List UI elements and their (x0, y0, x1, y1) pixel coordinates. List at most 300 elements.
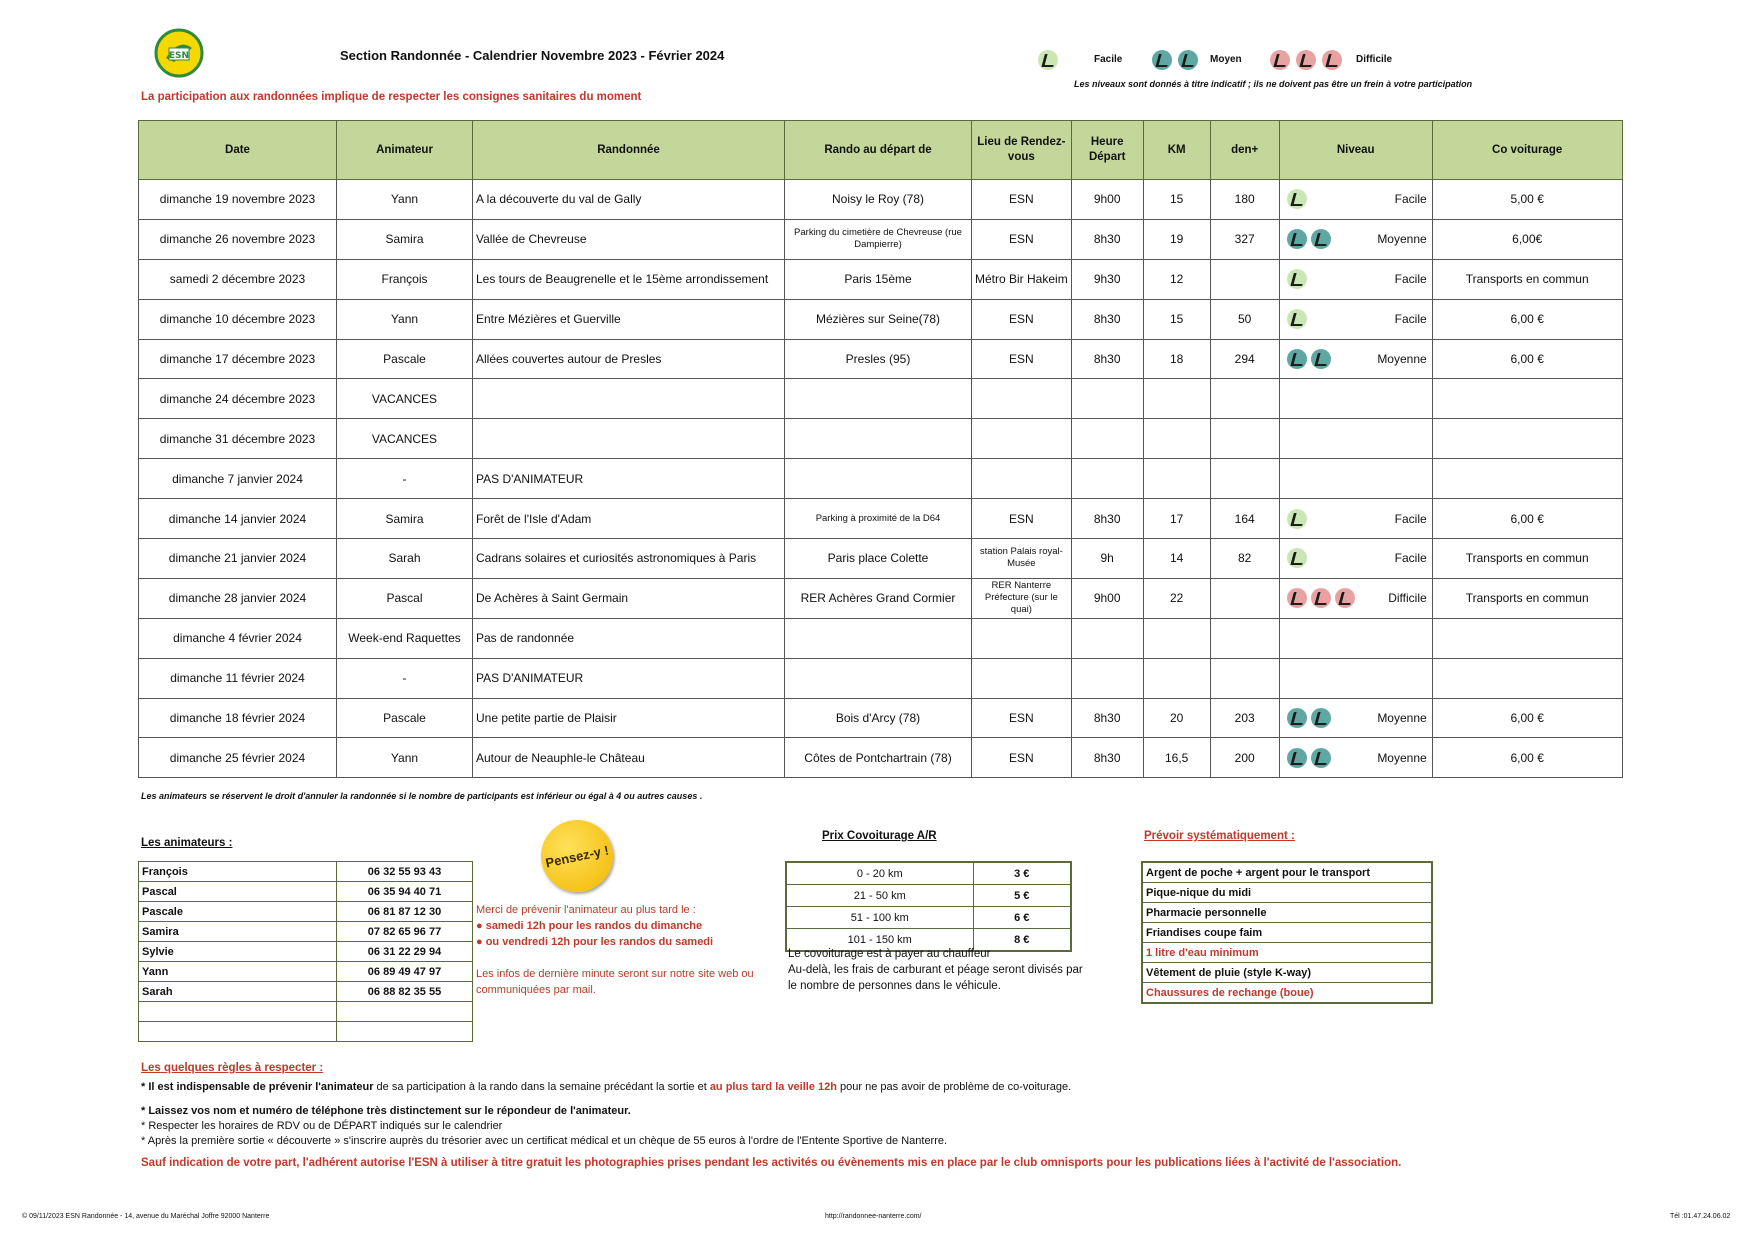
column-header: Date (139, 121, 337, 180)
price: 8 € (973, 929, 1071, 952)
cell-depart: RER Achères Grand Cormier (785, 578, 972, 618)
animateur-phone: 06 89 49 47 97 (337, 962, 473, 982)
cell-animateur: - (337, 459, 473, 499)
hiker-medium-icon (1287, 708, 1307, 728)
rules-title: Les quelques règles à respecter : (141, 1062, 324, 1074)
column-header: Randonnée (473, 121, 785, 180)
covoiturage-table (785, 861, 1072, 952)
footer-address: © 09/11/2023 ESN Randonnée - 14, avenue du Maréchal Joffre 92000 Nanterre (22, 1213, 270, 1220)
cell-lieu: ESN (972, 339, 1072, 379)
cell-date: dimanche 31 décembre 2023 (139, 419, 337, 459)
cell-date: dimanche 14 janvier 2024 (139, 499, 337, 539)
table-row (139, 419, 1623, 459)
cell-heure: 8h30 (1071, 339, 1143, 379)
cell-km: 15 (1143, 299, 1210, 339)
cell-niveau (1279, 499, 1432, 539)
prevoir-item: Argent de poche + argent pour le transport (1142, 862, 1432, 883)
cell-niveau (1279, 339, 1432, 379)
cell-lieu: RER Nanterre Préfecture (sur le quai) (972, 578, 1072, 618)
legend-difficile-label: Difficile (1356, 54, 1393, 65)
animateur-name: François (139, 862, 337, 882)
cell-randonnee: Autour de Neauphle-le Château (473, 738, 785, 778)
hiker-hard-icon (1296, 50, 1316, 70)
cell-km: 17 (1143, 499, 1210, 539)
hiker-medium-icon (1311, 708, 1331, 728)
cell-randonnee: Une petite partie de Plaisir (473, 698, 785, 738)
cell-covoiturage (1432, 459, 1622, 499)
animateur-phone: 06 88 82 35 55 (337, 982, 473, 1002)
prevoir-row (1142, 943, 1432, 963)
legend-note: Les niveaux sont donnés à titre indicatif ; ils ne doivent pas être un frein à votre participation (1074, 79, 1473, 89)
cell-heure (1071, 379, 1143, 419)
cell-depart (785, 459, 972, 499)
cell-km: 20 (1143, 698, 1210, 738)
covoiturage-text1: Le covoiturage est à payer au chauffeur (788, 948, 991, 960)
table-row (139, 539, 1623, 579)
cell-den (1210, 459, 1279, 499)
cell-date: samedi 2 décembre 2023 (139, 259, 337, 299)
hiker-easy-icon (1038, 50, 1058, 70)
cell-km (1143, 379, 1210, 419)
cell-lieu (972, 459, 1072, 499)
distance-range: 101 - 150 km (786, 929, 973, 952)
cell-den (1210, 658, 1279, 698)
table-row (139, 658, 1623, 698)
cell-randonnee: Allées couvertes autour de Presles (473, 339, 785, 379)
animateur-row (139, 862, 473, 882)
cell-randonnee (473, 419, 785, 459)
legend-difficile-icons (1270, 50, 1342, 70)
hiker-medium-icon (1287, 349, 1307, 369)
animateur-phone (337, 1022, 473, 1042)
cell-randonnee: De Achères à Saint Germain (473, 578, 785, 618)
cell-heure (1071, 658, 1143, 698)
column-header: den+ (1210, 121, 1279, 180)
prevoir-row (1142, 963, 1432, 983)
cell-date: dimanche 24 décembre 2023 (139, 379, 337, 419)
cell-den (1210, 578, 1279, 618)
cell-covoiturage (1432, 379, 1622, 419)
table-row (139, 499, 1623, 539)
table-row (139, 259, 1623, 299)
hiker-medium-icon (1178, 50, 1198, 70)
rule-1 (141, 1080, 1071, 1095)
cell-lieu: ESN (972, 180, 1072, 220)
cell-animateur: - (337, 658, 473, 698)
cell-animateur: VACANCES (337, 379, 473, 419)
cell-den: 200 (1210, 738, 1279, 778)
animateur-name: Pascal (139, 882, 337, 902)
cell-randonnee: Vallée de Chevreuse (473, 219, 785, 259)
prevoir-item: Friandises coupe faim (1142, 923, 1432, 943)
legend-moyen-icons (1152, 50, 1198, 70)
hiker-hard-icon (1287, 588, 1307, 608)
cell-lieu: ESN (972, 219, 1072, 259)
table-row (139, 379, 1623, 419)
pensez-y-text (476, 902, 786, 998)
cell-date: dimanche 18 février 2024 (139, 698, 337, 738)
hiker-easy-icon (1287, 189, 1307, 209)
animateur-name: Sylvie (139, 942, 337, 962)
calendar-body (139, 180, 1623, 778)
niveau-label: Facile (1394, 272, 1427, 287)
cell-covoiturage: Transports en commun (1432, 578, 1622, 618)
cell-km: 15 (1143, 180, 1210, 220)
cell-km: 18 (1143, 339, 1210, 379)
table-row (139, 339, 1623, 379)
distance-range: 51 - 100 km (786, 907, 973, 929)
animateur-phone: 07 82 65 96 77 (337, 922, 473, 942)
cell-heure: 9h (1071, 539, 1143, 579)
prevoir-row (1142, 983, 1432, 1004)
cell-randonnee (473, 379, 785, 419)
animateur-row (139, 982, 473, 1002)
cell-den: 180 (1210, 180, 1279, 220)
cell-covoiturage: 6,00 € (1432, 299, 1622, 339)
column-header: Co voiturage (1432, 121, 1622, 180)
animateur-phone: 06 32 55 93 43 (337, 862, 473, 882)
table-row (139, 299, 1623, 339)
cell-niveau (1279, 219, 1432, 259)
niveau-label: Facile (1394, 511, 1427, 526)
cell-depart: Parking du cimetière de Chevreuse (rue Dampierre) (785, 219, 972, 259)
prevoir-item: Chaussures de rechange (boue) (1142, 983, 1432, 1004)
cell-lieu (972, 379, 1072, 419)
niveau-label: Moyenne (1377, 711, 1427, 726)
footer-website-link[interactable]: http://randonnee-nanterre.com/ (825, 1213, 922, 1220)
animateur-row (139, 1022, 473, 1042)
cell-covoiturage: Transports en commun (1432, 259, 1622, 299)
animateur-name: Sarah (139, 982, 337, 1002)
footer-phone: Tél :01.47.24.06.02 (1670, 1213, 1731, 1220)
cancel-note: Les animateurs se réservent le droit d'annuler la randonnée si le nombre de participants est inférieur ou égal à 4 ou autres causes . (141, 791, 703, 801)
animateur-phone: 06 31 22 29 94 (337, 942, 473, 962)
cell-lieu: ESN (972, 499, 1072, 539)
niveau-label: Facile (1394, 192, 1427, 207)
cell-heure (1071, 419, 1143, 459)
cell-covoiturage: 6,00€ (1432, 219, 1622, 259)
photo-note: Sauf indication de votre part, l'adhérent autorise l'ESN à utiliser à titre gratuit les photographies prises pendant les activités ou évènements mis en place par le club omnisports pour les publications liées à l'activité de l'association. (141, 1157, 1402, 1169)
animateurs-title: Les animateurs : (141, 837, 233, 849)
prevoir-title: Prévoir systématiquement : (1144, 830, 1295, 842)
cell-lieu: Métro Bir Hakeim (972, 259, 1072, 299)
column-header: Heure Départ (1071, 121, 1143, 180)
cell-randonnee: Pas de randonnée (473, 618, 785, 658)
pensez-y-badge: Pensez-y ! (534, 813, 619, 898)
cell-randonnee: PAS D'ANIMATEUR (473, 459, 785, 499)
cell-niveau (1279, 180, 1432, 220)
cell-randonnee: Les tours de Beaugrenelle et le 15ème arrondissement (473, 259, 785, 299)
cell-covoiturage: 6,00 € (1432, 738, 1622, 778)
cell-lieu (972, 658, 1072, 698)
document-title: Section Randonnée - Calendrier Novembre 2023 - Février 2024 (340, 48, 725, 63)
niveau-label: Facile (1394, 312, 1427, 327)
prevoir-row (1142, 883, 1432, 903)
column-header: Animateur (337, 121, 473, 180)
hiker-medium-icon (1311, 748, 1331, 768)
cell-date: dimanche 19 novembre 2023 (139, 180, 337, 220)
rule-1-d: pour ne pas avoir de problème de co-voiturage. (836, 1081, 1072, 1093)
covoiturage-row (786, 862, 1071, 885)
cell-date: dimanche 4 février 2024 (139, 618, 337, 658)
cell-date: dimanche 11 février 2024 (139, 658, 337, 698)
column-header: Rando au départ de (785, 121, 972, 180)
hiker-medium-icon (1287, 229, 1307, 249)
prevoir-item: Pharmacie personnelle (1142, 903, 1432, 923)
cell-randonnee: Cadrans solaires et curiosités astronomiques à Paris (473, 539, 785, 579)
cell-den (1210, 379, 1279, 419)
cell-covoiturage: 5,00 € (1432, 180, 1622, 220)
cell-depart: Parking à proximité de la D64 (785, 499, 972, 539)
cell-km (1143, 459, 1210, 499)
cell-km: 16,5 (1143, 738, 1210, 778)
cell-depart: Paris 15ème (785, 259, 972, 299)
cell-niveau (1279, 459, 1432, 499)
price: 3 € (973, 862, 1071, 885)
cell-lieu: ESN (972, 698, 1072, 738)
cell-depart: Bois d'Arcy (78) (785, 698, 972, 738)
pensez-line2: ● samedi 12h pour les randos du dimanche (476, 920, 703, 932)
rule-1-b: de sa participation à la rando dans la semaine précédant la sortie et (373, 1081, 710, 1093)
cell-den: 327 (1210, 219, 1279, 259)
cell-animateur: Yann (337, 738, 473, 778)
cell-niveau (1279, 698, 1432, 738)
prevoir-item: Vêtement de pluie (style K-way) (1142, 963, 1432, 983)
hiker-easy-icon (1287, 509, 1307, 529)
cell-niveau (1279, 539, 1432, 579)
cell-niveau (1279, 379, 1432, 419)
prevoir-row (1142, 923, 1432, 943)
cell-covoiturage: 6,00 € (1432, 698, 1622, 738)
niveau-label: Moyenne (1377, 750, 1427, 765)
cell-heure: 9h30 (1071, 259, 1143, 299)
cell-animateur: Yann (337, 180, 473, 220)
cell-covoiturage: 6,00 € (1432, 499, 1622, 539)
animateur-row (139, 882, 473, 902)
hiker-easy-icon (1287, 269, 1307, 289)
cell-animateur: Yann (337, 299, 473, 339)
rule-1-c: au plus tard la veille 12h (709, 1081, 837, 1093)
cell-den: 294 (1210, 339, 1279, 379)
table-row (139, 578, 1623, 618)
column-header: Lieu de Rendez-vous (972, 121, 1072, 180)
column-header: Niveau (1279, 121, 1432, 180)
cell-depart (785, 379, 972, 419)
cell-randonnee: Entre Mézières et Guerville (473, 299, 785, 339)
cell-heure: 8h30 (1071, 219, 1143, 259)
prevoir-row (1142, 903, 1432, 923)
calendar-table (138, 120, 1623, 778)
animateur-phone: 06 35 94 40 71 (337, 882, 473, 902)
table-row (139, 219, 1623, 259)
rule-4: * Après la première sortie « découverte » s'inscrire auprès du trésorier avec un certificat médical et un chèque de 55 euros à l'ordre de l'Entente Sportive de Nanterre. (141, 1135, 948, 1147)
cell-depart: Côtes de Pontchartrain (78) (785, 738, 972, 778)
hiker-easy-icon (1287, 309, 1307, 329)
legend-moyen-label: Moyen (1210, 54, 1242, 65)
prevoir-row (1142, 862, 1432, 883)
cell-den: 164 (1210, 499, 1279, 539)
animateur-phone (337, 1002, 473, 1022)
cell-heure: 9h00 (1071, 578, 1143, 618)
cell-niveau (1279, 578, 1432, 618)
cell-km (1143, 618, 1210, 658)
animateur-name (139, 1022, 337, 1042)
cell-animateur: Pascal (337, 578, 473, 618)
cell-animateur: Sarah (337, 539, 473, 579)
animateur-row (139, 922, 473, 942)
cell-animateur: Pascale (337, 339, 473, 379)
animateur-name (139, 1002, 337, 1022)
cell-date: dimanche 10 décembre 2023 (139, 299, 337, 339)
hiker-hard-icon (1335, 588, 1355, 608)
cell-niveau (1279, 259, 1432, 299)
niveau-label: Moyenne (1377, 352, 1427, 366)
cell-den: 203 (1210, 698, 1279, 738)
pensez-line1: Merci de prévenir l'animateur au plus tard le : (476, 904, 696, 916)
animateur-name: Samira (139, 922, 337, 942)
covoiturage-title: Prix Covoiturage A/R (822, 830, 937, 842)
cell-heure: 8h30 (1071, 738, 1143, 778)
cell-lieu: ESN (972, 299, 1072, 339)
cell-animateur: Pascale (337, 698, 473, 738)
cell-covoiturage: Transports en commun (1432, 539, 1622, 579)
table-row (139, 618, 1623, 658)
price: 6 € (973, 907, 1071, 929)
covoiturage-text (788, 946, 1088, 994)
hiker-medium-icon (1311, 229, 1331, 249)
svg-text:ESN: ESN (168, 51, 190, 61)
cell-date: dimanche 21 janvier 2024 (139, 539, 337, 579)
cell-lieu: ESN (972, 738, 1072, 778)
calendar-header-row (139, 121, 1623, 180)
cell-depart: Presles (95) (785, 339, 972, 379)
covoiturage-text2: Au-delà, les frais de carburant et péage seront divisés par le nombre de personnes dans le véhicule. (788, 964, 1083, 992)
price: 5 € (973, 885, 1071, 907)
cell-date: dimanche 17 décembre 2023 (139, 339, 337, 379)
cell-heure: 8h30 (1071, 499, 1143, 539)
cell-km: 19 (1143, 219, 1210, 259)
cell-randonnee: PAS D'ANIMATEUR (473, 658, 785, 698)
table-row (139, 698, 1623, 738)
niveau-label: Moyenne (1377, 232, 1427, 247)
distance-range: 21 - 50 km (786, 885, 973, 907)
cell-depart: Noisy le Roy (78) (785, 180, 972, 220)
animateur-row (139, 962, 473, 982)
cell-depart (785, 419, 972, 459)
covoiturage-row (786, 885, 1071, 907)
cell-km (1143, 419, 1210, 459)
rule-2: * Laissez vos nom et numéro de téléphone très distinctement sur le répondeur de l'animateur. (141, 1105, 631, 1117)
cell-den: 82 (1210, 539, 1279, 579)
cell-heure: 9h00 (1071, 180, 1143, 220)
pensez-info: Les infos de dernière minute seront sur notre site web ou communiquées par mail. (476, 968, 754, 996)
niveau-label: Difficile (1388, 591, 1427, 606)
rules-list (141, 1080, 1071, 1149)
animateur-name: Pascale (139, 902, 337, 922)
cell-randonnee: Forêt de l'Isle d'Adam (473, 499, 785, 539)
table-row (139, 459, 1623, 499)
cell-den (1210, 618, 1279, 658)
hiker-hard-icon (1311, 588, 1331, 608)
cell-covoiturage: 6,00 € (1432, 339, 1622, 379)
hiker-easy-icon (1287, 548, 1307, 568)
cell-km: 14 (1143, 539, 1210, 579)
cell-date: dimanche 28 janvier 2024 (139, 578, 337, 618)
cell-heure (1071, 459, 1143, 499)
animateurs-table (138, 861, 473, 1042)
cell-niveau (1279, 419, 1432, 459)
prevoir-table (1141, 861, 1433, 1004)
covoiturage-row (786, 907, 1071, 929)
cell-animateur: François (337, 259, 473, 299)
prevoir-item: 1 litre d'eau minimum (1142, 943, 1432, 963)
cell-depart: Mézières sur Seine(78) (785, 299, 972, 339)
cell-covoiturage (1432, 658, 1622, 698)
cell-niveau (1279, 618, 1432, 658)
cell-animateur: Samira (337, 499, 473, 539)
cell-lieu (972, 618, 1072, 658)
cell-covoiturage (1432, 419, 1622, 459)
animateur-name: Yann (139, 962, 337, 982)
table-row (139, 180, 1623, 220)
cell-heure (1071, 618, 1143, 658)
cell-animateur: VACANCES (337, 419, 473, 459)
cell-km: 12 (1143, 259, 1210, 299)
rule-1-a: * Il est indispensable de prévenir l'animateur (141, 1081, 374, 1093)
cell-km: 22 (1143, 578, 1210, 618)
cell-covoiturage (1432, 618, 1622, 658)
cell-depart (785, 658, 972, 698)
animateur-row (139, 942, 473, 962)
cell-niveau (1279, 738, 1432, 778)
cell-date: dimanche 7 janvier 2024 (139, 459, 337, 499)
cell-den: 50 (1210, 299, 1279, 339)
cell-depart: Paris place Colette (785, 539, 972, 579)
sanitary-warning: La participation aux randonnées implique de respecter les consignes sanitaires du moment (141, 91, 642, 103)
cell-depart (785, 618, 972, 658)
pensez-line3: ● ou vendredi 12h pour les randos du samedi (476, 936, 714, 948)
hiker-medium-icon (1152, 50, 1172, 70)
hiker-hard-icon (1270, 50, 1290, 70)
hiker-medium-icon (1287, 748, 1307, 768)
cell-lieu (972, 419, 1072, 459)
cell-lieu: station Palais royal-Musée (972, 539, 1072, 579)
cell-heure: 8h30 (1071, 299, 1143, 339)
prevoir-item: Pique-nique du midi (1142, 883, 1432, 903)
legend-facile-icons (1038, 50, 1058, 75)
animateur-row (139, 902, 473, 922)
cell-animateur: Samira (337, 219, 473, 259)
cell-animateur: Week-end Raquettes (337, 618, 473, 658)
cell-heure: 8h30 (1071, 698, 1143, 738)
hiker-medium-icon (1311, 349, 1331, 369)
rule-3: * Respecter les horaires de RDV ou de DÉPART indiqués sur le calendrier (141, 1120, 503, 1132)
animateur-phone: 06 81 87 12 30 (337, 902, 473, 922)
cell-den (1210, 259, 1279, 299)
cell-date: dimanche 25 février 2024 (139, 738, 337, 778)
table-row (139, 738, 1623, 778)
column-header: KM (1143, 121, 1210, 180)
cell-km (1143, 658, 1210, 698)
club-logo (154, 28, 204, 78)
cell-date: dimanche 26 novembre 2023 (139, 219, 337, 259)
cell-niveau (1279, 658, 1432, 698)
cell-niveau (1279, 299, 1432, 339)
distance-range: 0 - 20 km (786, 862, 973, 885)
animateur-row (139, 1002, 473, 1022)
legend-facile-label: Facile (1094, 54, 1123, 65)
hiker-hard-icon (1322, 50, 1342, 70)
